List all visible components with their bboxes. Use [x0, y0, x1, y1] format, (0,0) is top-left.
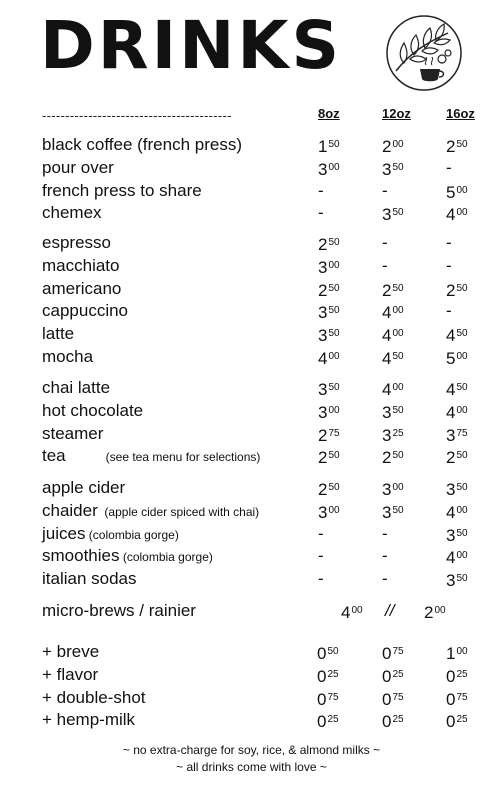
item-name — [42, 709, 135, 731]
price — [382, 346, 404, 370]
item-name — [42, 641, 99, 663]
size-header-12oz: 12oz — [382, 106, 411, 121]
price — [317, 641, 339, 665]
price-whole: - — [446, 233, 452, 252]
price-whole: - — [318, 203, 324, 222]
item-name — [42, 523, 179, 546]
menu-item-row — [0, 477, 503, 499]
price — [382, 709, 404, 733]
price — [382, 523, 388, 545]
item-name — [42, 157, 114, 179]
price-whole: 3 — [318, 160, 328, 179]
item-name — [42, 445, 260, 468]
price — [318, 346, 340, 370]
price-cents: 00 — [456, 207, 468, 218]
price-cents: 75 — [456, 428, 468, 439]
price — [318, 300, 340, 324]
price-whole: 2 — [382, 137, 392, 156]
price — [318, 477, 340, 501]
price — [446, 445, 468, 469]
price-whole: 3 — [318, 380, 328, 399]
header-divider: ----------------------------------------- — [42, 108, 232, 123]
price — [318, 568, 324, 590]
price-whole: 4 — [382, 380, 392, 399]
price-cents: 50 — [327, 646, 339, 657]
price-cents: 00 — [328, 162, 340, 173]
price-whole: 0 — [382, 667, 392, 686]
price-cents: 50 — [392, 351, 404, 362]
menu-item-row — [0, 687, 503, 709]
price-whole: 1 — [446, 644, 456, 663]
price-whole: 3 — [382, 160, 392, 179]
price — [341, 600, 363, 624]
item-name — [42, 664, 98, 686]
item-name-text: apple cider — [42, 478, 126, 497]
price — [446, 157, 452, 179]
price — [382, 477, 404, 501]
item-name-text: latte — [42, 324, 75, 343]
item-name — [42, 377, 110, 399]
price-cents: 00 — [328, 505, 340, 516]
price-whole: - — [382, 181, 388, 200]
price-whole: 0 — [317, 690, 327, 709]
price-cents: 75 — [328, 428, 340, 439]
price — [424, 600, 446, 624]
price-cents: 00 — [392, 139, 404, 150]
footer-note-milks: ~ no extra-charge for soy, rice, & almond milks ~ — [122, 743, 381, 757]
price-whole: 2 — [424, 603, 434, 622]
price-cents: 25 — [392, 669, 404, 680]
price — [317, 664, 339, 688]
price — [382, 134, 404, 158]
price-whole: - — [382, 256, 388, 275]
price — [382, 400, 404, 424]
price-whole: 4 — [446, 380, 456, 399]
price-whole: 3 — [318, 258, 328, 277]
price-whole: 4 — [382, 326, 392, 345]
price-cents: 50 — [456, 382, 468, 393]
price — [446, 545, 468, 569]
price-cents: 50 — [456, 328, 468, 339]
item-name-text: french press to share — [42, 181, 202, 200]
price-whole: 2 — [318, 480, 328, 499]
price-cents: 00 — [456, 550, 468, 561]
menu-item-row — [0, 232, 503, 254]
price — [446, 709, 468, 733]
menu-item-row — [0, 255, 503, 277]
price — [382, 687, 404, 711]
price — [318, 157, 340, 181]
item-name-text: smoothies — [42, 546, 120, 565]
price-cents: 50 — [392, 450, 404, 461]
price-cents: 50 — [456, 283, 468, 294]
price-cents: 00 — [328, 405, 340, 416]
item-note: (apple cider spiced with chai) — [97, 505, 260, 519]
menu-item-row — [0, 545, 503, 567]
item-name — [42, 568, 137, 590]
item-name — [42, 278, 121, 300]
price-cents: 50 — [328, 237, 340, 248]
price-cents: 00 — [456, 185, 468, 196]
menu-item-row — [0, 641, 503, 663]
price-whole: 0 — [317, 667, 327, 686]
item-name-text: tea — [42, 446, 66, 465]
item-name-text: juices — [42, 524, 86, 543]
price-whole: - — [382, 546, 388, 565]
price — [382, 157, 404, 181]
price-cents: 75 — [392, 692, 404, 703]
price — [446, 323, 468, 347]
item-name-text: chaider — [42, 501, 98, 520]
price-whole: 0 — [382, 690, 392, 709]
item-name — [42, 477, 125, 499]
price — [317, 709, 339, 733]
price-whole: 3 — [318, 303, 328, 322]
price-whole: 4 — [318, 349, 328, 368]
price — [446, 523, 468, 547]
price-cents: 25 — [327, 669, 339, 680]
item-name-text: mocha — [42, 347, 94, 366]
price-whole: 3 — [446, 480, 456, 499]
item-name — [42, 300, 128, 322]
price-whole: 3 — [446, 426, 456, 445]
price — [318, 278, 340, 302]
price-cents: 25 — [456, 669, 468, 680]
price — [446, 255, 452, 277]
price-cents: 50 — [392, 405, 404, 416]
price — [446, 300, 452, 322]
price-whole: 0 — [446, 712, 456, 731]
menu-item-row — [0, 377, 503, 399]
price-whole: 3 — [446, 571, 456, 590]
item-name-text: cappuccino — [42, 301, 129, 320]
price — [446, 568, 468, 592]
menu-item-row — [0, 323, 503, 345]
price-cents: 50 — [328, 482, 340, 493]
price-cents: 00 — [392, 482, 404, 493]
menu-item-row — [0, 157, 503, 179]
price — [318, 400, 340, 424]
price-whole: 3 — [318, 403, 328, 422]
price — [318, 232, 340, 256]
item-name-text: espresso — [42, 233, 111, 252]
price — [382, 377, 404, 401]
menu-item-row — [0, 400, 503, 422]
microbrews-row — [42, 600, 502, 622]
item-name — [42, 232, 111, 254]
price-whole: 0 — [446, 690, 456, 709]
price — [446, 500, 468, 524]
price-separator: // — [385, 601, 395, 620]
price-cents: 25 — [327, 714, 339, 725]
price-whole: - — [446, 158, 452, 177]
menu-item-row — [0, 180, 503, 202]
price — [382, 278, 404, 302]
price-cents: 75 — [327, 692, 339, 703]
price — [382, 300, 404, 324]
price — [317, 687, 339, 711]
menu-item-row — [0, 500, 503, 522]
price — [446, 423, 468, 447]
price — [318, 445, 340, 469]
price-whole: 4 — [446, 205, 456, 224]
price-cents: 50 — [456, 139, 468, 150]
menu-item-row — [0, 445, 503, 467]
price-cents: 50 — [456, 482, 468, 493]
item-name — [42, 687, 146, 709]
menu-item-row — [0, 523, 503, 545]
price-cents: 50 — [456, 450, 468, 461]
price — [318, 523, 324, 545]
price — [382, 323, 404, 347]
price — [382, 180, 388, 202]
item-name-text: americano — [42, 279, 122, 298]
price-cents: 00 — [456, 646, 468, 657]
price — [318, 202, 324, 224]
price — [446, 641, 468, 665]
price-whole: 2 — [446, 448, 456, 467]
item-name-text: italian sodas — [42, 569, 137, 588]
price-whole: 2 — [382, 448, 392, 467]
price — [382, 232, 388, 254]
price — [382, 202, 404, 226]
price-cents: 00 — [328, 260, 340, 271]
menu-item-row — [0, 346, 503, 368]
price-whole: - — [382, 233, 388, 252]
item-note: (colombia gorge) — [85, 528, 179, 542]
price-cents: 50 — [392, 207, 404, 218]
price-cents: 50 — [328, 382, 340, 393]
price-whole: 4 — [446, 503, 456, 522]
item-name-text: hot chocolate — [42, 401, 144, 420]
price — [446, 278, 468, 302]
menu-item-row — [0, 134, 503, 156]
price — [446, 687, 468, 711]
price-cents: 00 — [392, 305, 404, 316]
price — [382, 445, 404, 469]
price-whole: - — [382, 524, 388, 543]
price-whole: 2 — [446, 137, 456, 156]
price-whole: - — [318, 569, 324, 588]
price-whole: 3 — [382, 205, 392, 224]
price-cents: 50 — [328, 305, 340, 316]
price-cents: 50 — [456, 573, 468, 584]
item-name-text: + double-shot — [42, 688, 146, 707]
price — [318, 500, 340, 524]
item-name — [42, 423, 103, 445]
price — [446, 232, 452, 254]
menu-item-row — [0, 202, 503, 224]
price-cents: 50 — [328, 139, 340, 150]
menu-item-row — [0, 300, 503, 322]
price — [382, 423, 404, 447]
price-cents: 50 — [456, 528, 468, 539]
price-cents: 00 — [392, 382, 404, 393]
item-name — [42, 202, 102, 224]
price-whole: 2 — [318, 426, 328, 445]
price-cents: 00 — [434, 605, 446, 616]
item-name — [42, 323, 74, 345]
price-cents: 00 — [456, 405, 468, 416]
item-name-text: black coffee (french press) — [42, 135, 242, 154]
menu-item-row — [0, 568, 503, 590]
price — [382, 641, 404, 665]
price-whole: 4 — [446, 548, 456, 567]
menu-item-row — [0, 423, 503, 445]
price — [446, 377, 468, 401]
price-cents: 00 — [456, 505, 468, 516]
price-whole: 3 — [382, 480, 392, 499]
price-whole: - — [318, 546, 324, 565]
price-whole: - — [318, 181, 324, 200]
price — [318, 423, 340, 447]
item-name: micro-brews / rainier — [42, 601, 196, 620]
price-cents: 25 — [392, 428, 404, 439]
price-cents: 50 — [328, 328, 340, 339]
price-whole: 3 — [382, 426, 392, 445]
price-cents: 25 — [392, 714, 404, 725]
price-cents: 00 — [328, 351, 340, 362]
price-whole: 5 — [446, 349, 456, 368]
price — [446, 202, 468, 226]
price-whole: 2 — [318, 281, 328, 300]
price-cents: 50 — [392, 283, 404, 294]
price — [446, 400, 468, 424]
price-whole: - — [446, 301, 452, 320]
item-name-text: + breve — [42, 642, 100, 661]
item-name-text: + hemp-milk — [42, 710, 136, 729]
price-whole: 3 — [318, 503, 328, 522]
item-name-text: + flavor — [42, 665, 99, 684]
price — [382, 255, 388, 277]
price — [318, 323, 340, 347]
menu-item-row — [0, 664, 503, 686]
price-whole: - — [382, 569, 388, 588]
price-whole: - — [446, 256, 452, 275]
price-whole: 4 — [382, 349, 392, 368]
price-cents: 50 — [392, 505, 404, 516]
price — [446, 477, 468, 501]
item-name — [42, 346, 93, 368]
price-whole: 0 — [382, 712, 392, 731]
price-whole: 3 — [382, 503, 392, 522]
price-whole: - — [318, 524, 324, 543]
price-whole: 4 — [341, 603, 351, 622]
price — [318, 545, 324, 567]
price — [318, 134, 340, 158]
size-header-8oz: 8oz — [318, 106, 340, 121]
price-cents: 75 — [456, 692, 468, 703]
price — [446, 180, 468, 204]
item-name-text: steamer — [42, 424, 104, 443]
price-whole: 5 — [446, 183, 456, 202]
footer-note-love: ~ all drinks come with love ~ — [176, 760, 327, 774]
menu-item-row — [0, 278, 503, 300]
price-cents: 50 — [328, 450, 340, 461]
item-name — [42, 545, 213, 568]
leaf-and-coffee-cup-icon — [384, 13, 464, 93]
item-note: (see tea menu for selections) — [65, 450, 261, 464]
price-cents: 00 — [456, 351, 468, 362]
price — [382, 568, 388, 590]
price-whole: 2 — [446, 281, 456, 300]
price-whole: 2 — [382, 281, 392, 300]
item-name-text: chemex — [42, 203, 102, 222]
price — [382, 545, 388, 567]
price — [382, 500, 404, 524]
price-whole: 4 — [446, 326, 456, 345]
price-whole: 0 — [317, 644, 327, 663]
price-whole: 3 — [318, 326, 328, 345]
price-whole: 4 — [382, 303, 392, 322]
price — [318, 377, 340, 401]
price-cents: 75 — [392, 646, 404, 657]
price-whole: 2 — [318, 448, 328, 467]
price-whole: 2 — [318, 235, 328, 254]
price-cents: 00 — [351, 605, 363, 616]
price-whole: 3 — [446, 526, 456, 545]
price-whole: 0 — [446, 667, 456, 686]
item-name-text: chai latte — [42, 378, 111, 397]
item-name-text: macchiato — [42, 256, 120, 275]
item-name — [42, 255, 119, 277]
menu-item-row — [0, 709, 503, 731]
price-whole: 4 — [446, 403, 456, 422]
price-whole: 0 — [317, 712, 327, 731]
price — [318, 255, 340, 279]
price-whole: 3 — [382, 403, 392, 422]
item-name — [42, 134, 242, 156]
price-whole: 0 — [382, 644, 392, 663]
menu-title: DRINKS — [40, 7, 343, 84]
price-cents: 25 — [456, 714, 468, 725]
price — [382, 664, 404, 688]
price-cents: 00 — [392, 328, 404, 339]
price-cents: 50 — [328, 283, 340, 294]
item-note: (colombia gorge) — [119, 550, 213, 564]
price — [446, 664, 468, 688]
item-name — [42, 180, 202, 202]
price — [318, 180, 324, 202]
item-name — [42, 500, 259, 523]
price-cents: 50 — [392, 162, 404, 173]
item-name-text: pour over — [42, 158, 114, 177]
price-whole: 1 — [318, 137, 328, 156]
price — [446, 346, 468, 370]
price — [446, 134, 468, 158]
size-header-16oz: 16oz — [446, 106, 475, 121]
item-name — [42, 400, 143, 422]
